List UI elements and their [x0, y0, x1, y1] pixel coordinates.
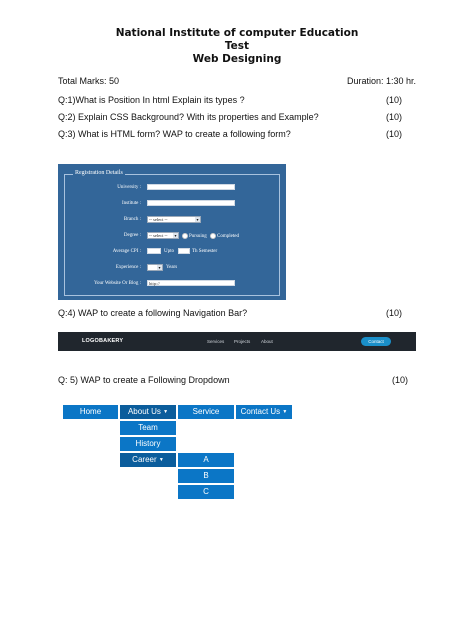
subsubmenu-item-c-label: C — [203, 487, 209, 496]
submenu-item-history[interactable] — [119, 436, 177, 452]
total-marks: Total Marks: 50 — [58, 76, 120, 86]
cpi-label: Average CPI : — [112, 249, 141, 254]
subsubmenu-item-c[interactable] — [177, 484, 235, 500]
nav-link-projects[interactable]: Projects — [234, 339, 251, 344]
question-4: Q:4) WAP to create a following Navigation Bar? — [58, 308, 248, 318]
submenu-item-history-label: History — [135, 439, 161, 448]
years-label: Years — [166, 265, 178, 270]
navbar-logo[interactable]: LOGOBAKERY — [82, 338, 124, 344]
pursuing-radio[interactable] — [182, 233, 188, 239]
nav-link-services[interactable]: Services — [207, 339, 225, 344]
menu-item-home[interactable] — [62, 404, 119, 420]
pursuing-radio-group[interactable] — [182, 233, 207, 239]
subsubmenu-item-b-label: B — [203, 471, 209, 480]
nav-link-about[interactable]: About — [261, 339, 273, 344]
institute-input[interactable] — [147, 200, 235, 206]
semester-label: Th Semester — [192, 249, 218, 254]
subsubmenu-item-a-label: A — [203, 455, 209, 464]
degree-select-value: -- select -- — [149, 233, 168, 238]
subject-title: Web Designing — [192, 53, 282, 65]
menu-item-about-us-label: About Us — [127, 407, 161, 417]
completed-radio-group[interactable] — [210, 233, 239, 239]
submenu-item-team[interactable] — [119, 420, 177, 436]
fieldset-legend: Registration Details — [75, 170, 123, 176]
completed-label: Completed — [217, 234, 239, 240]
semester-input[interactable] — [178, 248, 190, 254]
website-input[interactable]: http:// — [147, 280, 235, 286]
registration-form-figure — [58, 164, 286, 300]
menu-item-home-label: Home — [79, 407, 102, 416]
chevron-down-icon: ▾ — [158, 265, 161, 270]
university-label: University : — [117, 185, 141, 190]
website-label: Your Website Or Blog : — [93, 281, 141, 286]
branch-label: Branch : — [123, 217, 141, 222]
experience-select[interactable] — [147, 264, 163, 271]
submenu-item-career[interactable] — [119, 452, 177, 468]
question-5: Q: 5) WAP to create a Following Dropdown — [58, 375, 230, 385]
institute-label: Institute : — [121, 201, 141, 206]
caret-down-icon: ▼ — [282, 409, 288, 415]
registration-fieldset — [64, 170, 280, 296]
chevron-down-icon: ▾ — [174, 233, 177, 238]
degree-select[interactable] — [147, 232, 179, 239]
question-2: Q:2) Explain CSS Background? With its properties and Example? — [58, 112, 319, 122]
submenu-item-career-label: Career — [132, 455, 157, 465]
duration: Duration: 1:30 hr. — [346, 76, 416, 86]
question-3: Q:3) What is HTML form? WAP to create a following form? — [58, 129, 291, 139]
menu-item-contact-us-label: Contact Us — [240, 407, 281, 417]
subsubmenu-item-b[interactable] — [177, 468, 235, 484]
question-1: Q:1)What is Position In html Explain its types ? — [58, 95, 245, 105]
pursuing-label: Pursuing — [189, 234, 207, 240]
question-5-marks: (10) — [391, 375, 408, 385]
menu-item-service[interactable] — [177, 404, 235, 420]
upto-label: Upto — [164, 249, 174, 254]
cpi-input[interactable] — [147, 248, 161, 254]
question-3-marks: (10) — [385, 129, 402, 139]
university-input[interactable] — [147, 184, 235, 190]
question-4-marks: (10) — [385, 308, 402, 318]
menu-item-service-label: Service — [192, 407, 220, 416]
menu-item-contact-us[interactable] — [235, 404, 293, 420]
caret-down-icon: ▼ — [163, 409, 169, 415]
navbar-figure — [58, 332, 416, 351]
chevron-down-icon: ▾ — [196, 217, 199, 222]
subsubmenu-item-a[interactable] — [177, 452, 235, 468]
institute-title: National Institute of computer Education — [115, 27, 359, 39]
question-2-marks: (10) — [385, 112, 402, 122]
test-title: Test — [224, 40, 250, 52]
completed-radio[interactable] — [210, 233, 216, 239]
menu-item-about-us[interactable] — [119, 404, 177, 420]
degree-label: Degree : — [123, 233, 141, 238]
experience-label: Experience : — [115, 265, 141, 270]
contact-button[interactable]: Contact — [361, 337, 391, 346]
submenu-item-team-label: Team — [138, 423, 158, 432]
question-1-marks: (10) — [385, 95, 402, 105]
caret-right-icon: ▼ — [158, 457, 164, 463]
branch-select-value: -- select -- — [149, 217, 168, 222]
branch-select[interactable] — [147, 216, 201, 223]
